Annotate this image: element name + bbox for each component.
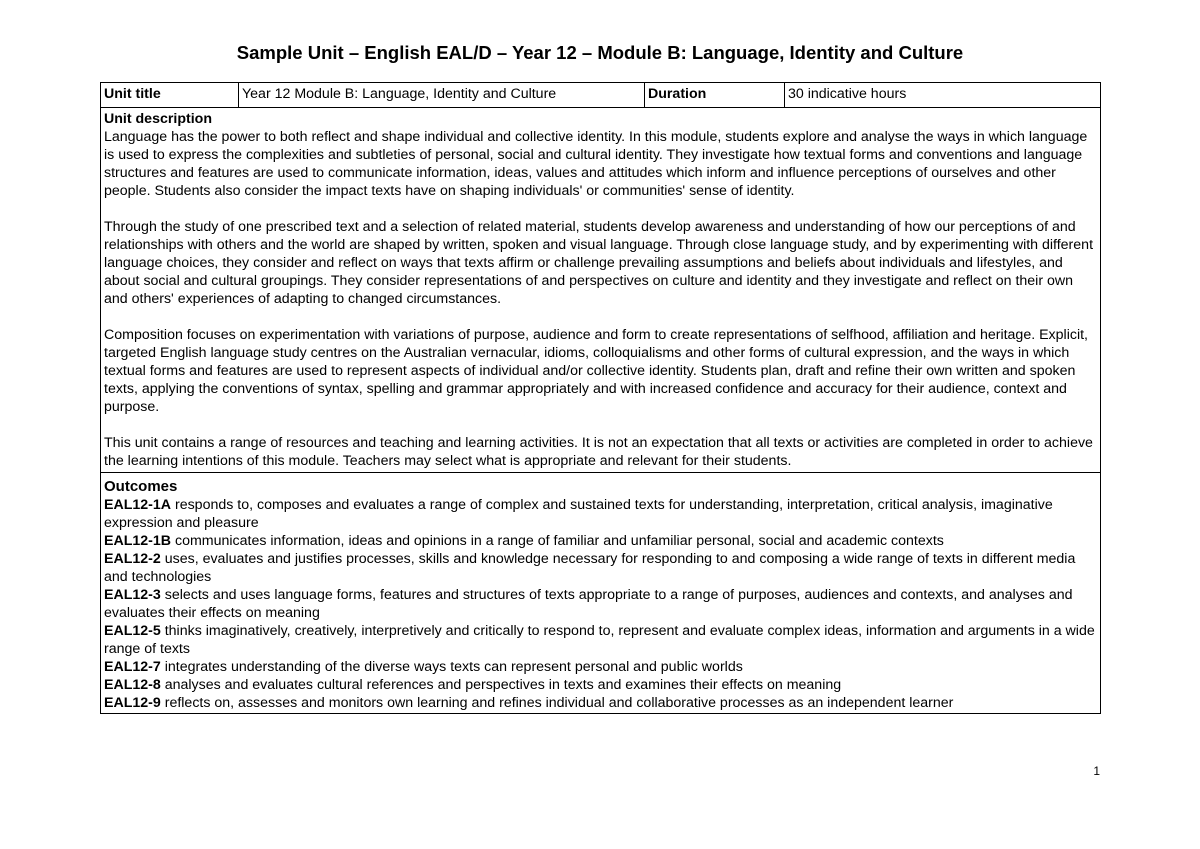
outcome-code: EAL12-1B	[104, 533, 172, 549]
outcome-text: integrates understanding of the diverse ways texts can represent personal and public worlds	[160, 659, 743, 675]
outcomes-heading: Outcomes	[104, 478, 178, 495]
outcome-text: selects and uses language forms, features and structures of texts appropriate to a range of purposes, audiences and contexts, and analyses and evaluates their effects on meaning	[104, 587, 1073, 621]
description-paragraph: Language has the power to both reflect and shape individual and collective identity. In this module, students explore and analyse the ways in which language is used to express the complexities and subtleties of personal, social and cultural identity. They investigate how textual forms and conventions and language structures and features are used to communicate information, ideas, values and attitudes which inform and influence perceptions of ourselves and other people. Students also consider the impact texts have on shaping individuals' or communities' sense of identity.	[104, 129, 1088, 199]
document-title: Sample Unit – English EAL/D – Year 12 – Module B: Language, Identity and Culture	[236, 42, 964, 63]
outcome-item	[104, 676, 1097, 694]
unit-table	[100, 82, 1101, 714]
unit-header-row	[101, 83, 1101, 108]
outcome-text: thinks imaginatively, creatively, interpretively and critically to respond to, represent and evaluate complex ideas, information and arguments in a wide range of texts	[104, 623, 1095, 657]
description-paragraph: Composition focuses on experimentation with variations of purpose, audience and form to create representations of selfhood, affiliation and heritage. Explicit, targeted English language study centres on the Australian vernacular, idioms, colloquialisms and other forms of cultural expression, and the ways in which textual forms and features are used to represent aspects of individual and/or collective identity. Students plan, draft and refine their own written and spoken texts, applying the conventions of syntax, spelling and grammar appropriately and with increased confidence and accuracy for their audience, context and purpose.	[104, 327, 1088, 415]
outcome-code: EAL12-8	[104, 677, 161, 693]
page-number: 1	[1093, 764, 1100, 778]
outcome-item	[104, 658, 1097, 676]
outcome-text: uses, evaluates and justifies processes, skills and knowledge necessary for responding to and composing a wide range of texts in different media and technologies	[104, 551, 1076, 585]
unit-title-label: Unit title	[101, 83, 239, 108]
unit-description-heading: Unit description	[104, 111, 212, 127]
unit-title-value: Year 12 Module B: Language, Identity and Culture	[239, 83, 645, 108]
outcomes-list	[104, 496, 1097, 712]
outcome-code: EAL12-7	[104, 659, 161, 675]
outcome-item	[104, 622, 1097, 658]
outcome-text: responds to, composes and evaluates a range of complex and sustained texts for understanding, interpretation, critical analysis, imaginative expression and pleasure	[104, 497, 1053, 531]
unit-description-row	[101, 108, 1101, 473]
outcome-item	[104, 496, 1097, 532]
outcomes-row	[101, 473, 1101, 714]
outcome-item	[104, 550, 1097, 586]
outcome-code: EAL12-3	[104, 587, 161, 603]
outcome-code: EAL12-5	[104, 623, 161, 639]
outcome-text: communicates information, ideas and opinions in a range of familiar and unfamiliar personal, social and academic contexts	[171, 533, 944, 549]
outcome-code: EAL12-1A	[104, 497, 172, 513]
description-paragraph: Through the study of one prescribed text and a selection of related material, students develop awareness and understanding of how our perceptions of and relationships with others and the world are shaped by written, spoken and visual language. Through close language study, and by experimenting with different language choices, they consider and reflect on ways that texts affirm or challenge prevailing assumptions and beliefs about individuals and lifestyles, and about social and cultural groupings. They consider representations of and perspectives on culture and identity and they investigate and reflect on their own and others' experiences of adapting to changed circumstances.	[104, 219, 1094, 307]
duration-label: Duration	[645, 83, 785, 108]
outcome-code: EAL12-9	[104, 695, 161, 711]
outcome-item	[104, 586, 1097, 622]
outcome-item	[104, 532, 1097, 550]
duration-value: 30 indicative hours	[785, 83, 1101, 108]
outcome-code: EAL12-2	[104, 551, 161, 567]
outcome-text: reflects on, assesses and monitors own learning and refines individual and collaborative processes as an independent learner	[160, 695, 954, 711]
outcome-text: analyses and evaluates cultural references and perspectives in texts and examines their effects on meaning	[160, 677, 842, 693]
outcome-item	[104, 694, 1097, 712]
outcomes-cell	[101, 473, 1101, 714]
unit-description-cell	[101, 108, 1101, 473]
description-paragraph: This unit contains a range of resources and teaching and learning activities. It is not an expectation that all texts or activities are completed in order to achieve the learning intentions of this module. Teachers may select what is appropriate and relevant for their students.	[104, 435, 1093, 469]
